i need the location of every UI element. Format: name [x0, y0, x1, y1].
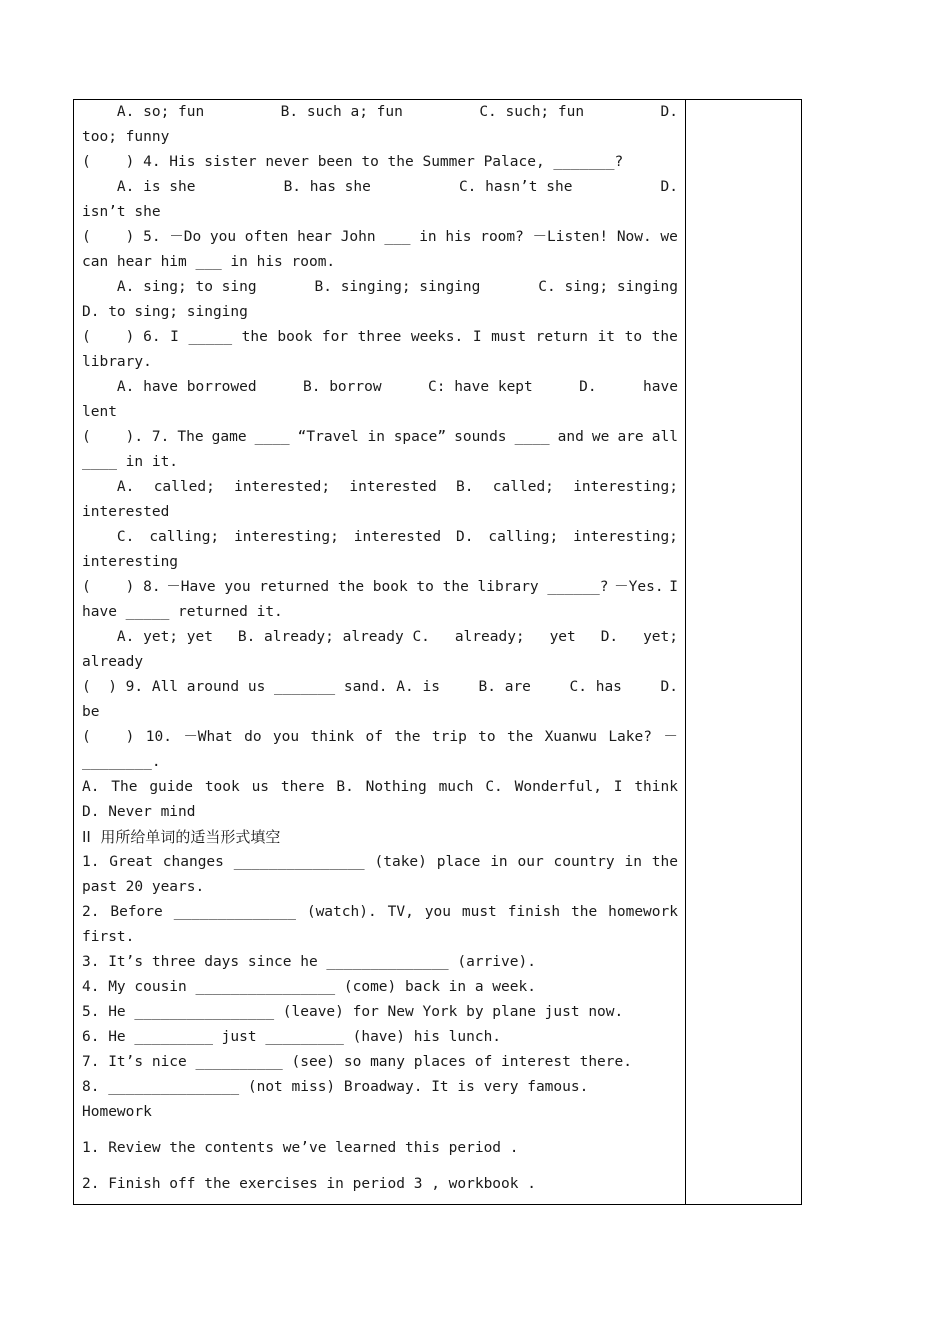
text-segment: Xuanwu: [544, 729, 597, 745]
text-line: [82, 400, 678, 425]
text-line: [82, 775, 678, 800]
text-segment: B. borrow: [303, 379, 382, 395]
text-segment: us: [251, 779, 270, 795]
text-segment: －Have you returned the book to the library ______?: [166, 579, 609, 595]
text-segment: 6. He _________ just _________ (have) his lunch.: [82, 1029, 502, 1045]
text-segment: hear: [297, 229, 333, 245]
text-line: [82, 550, 678, 575]
text-line: [82, 725, 678, 750]
text-segment: Homework: [82, 1104, 152, 1120]
text-segment: room?: [480, 229, 524, 245]
text-segment: 3. It’s three days since he ______________ (arrive).: [82, 954, 536, 970]
text-line: [82, 650, 678, 675]
text-segment: (watch).: [306, 904, 377, 920]
text-segment: 8. _______________ (not miss) Broadway. It is very famous.: [82, 1079, 589, 1095]
text-segment: 1. Review the contents we’ve learned this period .: [82, 1140, 519, 1156]
text-segment: 1.: [82, 854, 100, 870]
text-segment: much: [438, 779, 474, 795]
text-segment: A.: [82, 479, 135, 495]
text-segment: three: [357, 329, 402, 345]
text-segment: D.: [660, 104, 678, 120]
text-line: [82, 600, 678, 625]
text-segment: C. hasn’t she: [458, 179, 573, 195]
text-segment: be: [82, 704, 100, 720]
text-segment: interested;: [234, 479, 331, 495]
text-line: [82, 275, 678, 300]
text-segment: called;: [492, 479, 554, 495]
text-segment: Nothing: [365, 779, 427, 795]
text-segment: too; funny: [82, 129, 170, 145]
text-segment: A. sing; to sing: [82, 279, 257, 295]
text-segment: TV,: [387, 904, 414, 920]
text-segment: John ___: [340, 229, 411, 245]
text-segment: do: [244, 729, 262, 745]
text-segment: D.: [660, 179, 678, 195]
text-segment: Wonderful,: [514, 779, 602, 795]
spacer: [82, 1161, 678, 1172]
spacer: [82, 1125, 678, 1136]
text-segment: A. yet; yet: [82, 629, 213, 645]
text-segment: yet;: [643, 629, 678, 645]
text-segment: D. Never mind: [82, 804, 196, 820]
text-line: [82, 450, 678, 475]
text-segment: C: have kept: [428, 379, 533, 395]
text-segment: have _____ returned it.: [82, 604, 283, 620]
text-segment: must: [491, 329, 527, 345]
text-segment: ( ) 6.: [82, 329, 161, 345]
text-segment: The: [111, 779, 138, 795]
text-segment: think: [634, 779, 678, 795]
text-segment: C.: [485, 779, 503, 795]
text-segment: －Do: [169, 229, 202, 245]
worksheet-table: [73, 99, 802, 1205]
text-segment: to: [624, 329, 643, 345]
text-line: [82, 975, 678, 1000]
text-segment: for: [321, 329, 349, 345]
text-line: [82, 125, 678, 150]
text-line: [82, 525, 678, 550]
text-segment: the: [507, 729, 534, 745]
text-segment: ( ). 7.: [82, 429, 170, 445]
text-segment: I: [472, 329, 482, 345]
text-segment: of: [365, 729, 383, 745]
text-segment: _______________: [233, 854, 365, 870]
text-line: [82, 800, 678, 825]
text-segment: B. singing; singing: [314, 279, 481, 295]
exercise-content: [82, 100, 678, 1197]
text-segment: called;: [153, 479, 215, 495]
text-line: [82, 675, 678, 700]
text-segment: interesting;: [573, 479, 678, 495]
text-segment: in: [490, 854, 508, 870]
text-segment: first.: [82, 929, 135, 945]
text-segment: finish: [507, 904, 561, 920]
text-line: [82, 225, 678, 250]
text-line: [82, 750, 678, 775]
text-segment: A. so; fun: [82, 104, 205, 120]
text-segment: 5. He ________________ (leave) for New York by plane just now.: [82, 1004, 624, 1020]
text-segment: all: [651, 429, 678, 445]
text-line: [82, 250, 678, 275]
text-segment: ( ) 9. All around us _______ sand. A. is: [82, 679, 440, 695]
text-segment: our: [517, 854, 544, 870]
text-segment: you: [272, 729, 300, 745]
text-segment: took: [204, 779, 240, 795]
text-line: [82, 200, 678, 225]
text-segment: trip: [431, 729, 467, 745]
text-segment: to: [478, 729, 496, 745]
text-segment: must: [461, 904, 497, 920]
text-line: [82, 150, 678, 175]
text-line: [82, 1172, 678, 1197]
text-line: [82, 300, 678, 325]
text-segment: can hear him ___ in his room.: [82, 254, 336, 270]
text-segment: I: [613, 779, 623, 795]
text-segment: －Yes.: [614, 579, 664, 595]
text-line: [82, 875, 678, 900]
text-segment: the: [651, 329, 678, 345]
text-segment: past 20 years.: [82, 879, 205, 895]
text-line: [82, 625, 678, 650]
text-segment: 2. Finish off the exercises in period 3 , workbook .: [82, 1176, 536, 1192]
text-segment: 7. It’s nice __________ (see) so many places of interest there.: [82, 1054, 632, 1070]
text-line: [82, 325, 678, 350]
text-segment: II 用所给单词的适当形式填空: [82, 828, 281, 846]
text-segment: Lake?: [608, 729, 652, 745]
text-line: [82, 1100, 678, 1125]
text-line: [82, 350, 678, 375]
text-segment: ( ) 5.: [82, 229, 161, 245]
text-segment: I: [669, 579, 678, 595]
text-line: [82, 925, 678, 950]
text-segment: have: [643, 379, 678, 395]
text-line: [82, 100, 678, 125]
text-segment: Now.: [616, 229, 652, 245]
text-segment: country: [553, 854, 615, 870]
text-segment: ( ) 4. His sister never been to the Summer Palace, _______?: [82, 154, 624, 170]
text-segment: ________.: [82, 754, 161, 770]
text-segment: ( ): [82, 729, 135, 745]
text-segment: C. has: [569, 679, 622, 695]
text-segment: C. sing; singing: [538, 279, 678, 295]
text-line: [82, 500, 678, 525]
text-segment: his: [445, 229, 472, 245]
text-segment: library.: [82, 354, 152, 370]
text-line: [82, 850, 678, 875]
text-segment: homework: [608, 904, 678, 920]
text-segment: ____: [254, 429, 290, 445]
text-segment: “Travel in space”: [297, 429, 447, 445]
text-line: [82, 1136, 678, 1161]
text-segment: we: [660, 229, 678, 245]
text-segment: sounds: [454, 429, 507, 445]
text-segment: D. to sing; singing: [82, 304, 248, 320]
text-line: [82, 1025, 678, 1050]
text-segment: A.: [82, 779, 100, 795]
text-line: [82, 1050, 678, 1075]
text-segment: A. have borrowed: [82, 379, 257, 395]
text-segment: often: [244, 229, 289, 245]
text-segment: _____: [188, 329, 233, 345]
text-segment: calling;: [149, 529, 220, 545]
text-segment: The: [177, 429, 204, 445]
text-segment: place: [436, 854, 481, 870]
text-segment: return: [535, 329, 589, 345]
text-segment: D.: [600, 629, 619, 645]
text-segment: B.: [456, 479, 474, 495]
text-segment: already: [82, 654, 144, 670]
text-segment: ____ in it.: [82, 454, 179, 470]
text-segment: (take): [374, 854, 427, 870]
text-segment: C.: [82, 529, 135, 545]
text-segment: I: [170, 329, 179, 345]
text-segment: 4. My cousin ________________ (come) back in a week.: [82, 979, 536, 995]
text-segment: book: [277, 329, 313, 345]
text-segment: ______________: [173, 904, 296, 920]
text-segment: you: [209, 229, 237, 245]
text-segment: in: [419, 229, 437, 245]
text-segment: think: [310, 729, 355, 745]
text-segment: we: [591, 429, 610, 445]
text-segment: 10.: [145, 729, 172, 745]
text-segment: game: [211, 429, 247, 445]
text-segment: in: [624, 854, 642, 870]
text-line: [82, 700, 678, 725]
text-segment: B. already; already C.: [237, 629, 430, 645]
text-segment: B.: [336, 779, 354, 795]
text-segment: the: [571, 904, 598, 920]
text-segment: guide: [149, 779, 193, 795]
text-segment: B. has she: [283, 179, 371, 195]
text-segment: D.: [579, 379, 597, 395]
text-segment: the: [394, 729, 421, 745]
text-segment: isn’t she: [82, 204, 161, 220]
text-segment: interesting;: [573, 529, 678, 545]
text-line: [82, 575, 678, 600]
text-segment: interested: [353, 529, 442, 545]
text-line: [82, 950, 678, 975]
text-segment: there: [280, 779, 325, 795]
text-segment: D.: [456, 529, 474, 545]
text-segment: ( ) 8.: [82, 579, 161, 595]
text-line: [82, 375, 678, 400]
text-segment: the: [651, 854, 678, 870]
text-line: [82, 825, 678, 850]
text-segment: the: [241, 329, 268, 345]
text-segment: changes: [162, 854, 224, 870]
text-segment: C. such; fun: [479, 104, 585, 120]
text-line: [82, 1075, 678, 1100]
text-segment: Great: [109, 854, 153, 870]
text-line: [82, 425, 678, 450]
text-segment: Before: [110, 904, 163, 920]
text-segment: interesting: [82, 554, 179, 570]
text-line: [82, 475, 678, 500]
text-segment: interested: [82, 504, 170, 520]
text-segment: －Listen!: [532, 229, 609, 245]
text-segment: are: [617, 429, 644, 445]
text-segment: ____: [514, 429, 550, 445]
text-segment: B. such a; fun: [280, 104, 403, 120]
text-line: [82, 175, 678, 200]
text-segment: 2.: [82, 904, 100, 920]
text-segment: B. are: [478, 679, 531, 695]
text-segment: already;: [454, 629, 525, 645]
text-segment: it: [597, 329, 616, 345]
text-segment: interested: [349, 479, 437, 495]
text-line: [82, 1000, 678, 1025]
text-segment: and: [557, 429, 584, 445]
text-line: [82, 900, 678, 925]
text-segment: yet: [549, 629, 576, 645]
text-segment: interesting;: [234, 529, 339, 545]
text-segment: weeks.: [410, 329, 464, 345]
text-segment: －What: [183, 729, 233, 745]
text-segment: you: [424, 904, 451, 920]
text-segment: A. is she: [82, 179, 196, 195]
text-segment: lent: [82, 404, 117, 420]
text-segment: calling;: [488, 529, 559, 545]
column-divider: [685, 100, 686, 1204]
text-segment: －: [663, 729, 678, 745]
text-segment: D.: [660, 679, 678, 695]
